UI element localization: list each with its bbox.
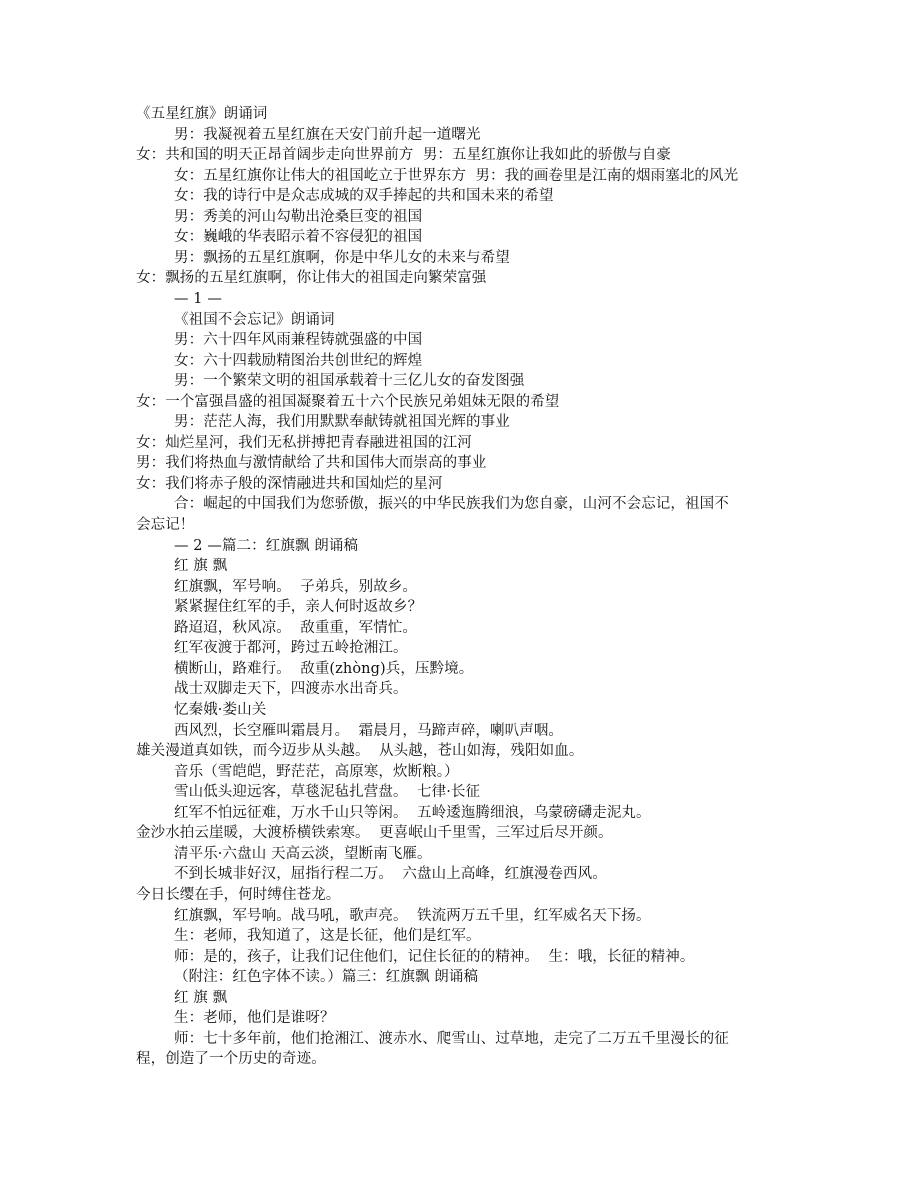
- text-line: 生：老师，我知道了，这是长征，他们是红军。: [174, 928, 481, 944]
- text-line: 师：七十多年前，他们抢湘江、渡赤水、爬雪山、过草地，走完了二万五千里漫长的征: [174, 1030, 729, 1047]
- text-line: 不到长城非好汉，屈指行程二万。 六盘山上高峰，红旗漫卷西风。: [174, 866, 607, 883]
- text-line: 路迢迢，秋风凉。 敌重重，军情忙。: [174, 619, 418, 636]
- text-line: 男：我们将热血与激情献给了共和国伟大而崇高的事业: [136, 455, 487, 472]
- text-line: 合：崛起的中国我们为您骄傲，振兴的中华民族我们为您自豪，山河不会忘记，祖国不: [174, 496, 729, 513]
- text-line: 男：我凝视着五星红旗在天安门前升起一道曙光: [174, 126, 481, 143]
- text-line: 紧紧握住红军的手，亲人何时返故乡？: [174, 599, 423, 616]
- text-line: 音乐（雪皑皑，野茫茫，高原寒，炊断粮。）: [174, 763, 459, 780]
- text-line: 红 旗 飘: [174, 989, 228, 1006]
- text-line: 女：我的诗行中是众志成城的双手捧起的共和国未来的希望: [174, 188, 554, 205]
- text-line: 男：秀美的河山勾勒出沧桑巨变的祖国: [174, 208, 423, 225]
- text-line: 会忘记！: [136, 517, 195, 533]
- text-line: 女：我们将赤子般的深情融进共和国灿烂的星河: [136, 475, 443, 492]
- text-line: 清平乐·六盘山 天高云淡，望断南飞雁。: [174, 845, 432, 862]
- text-line: 女：六十四载励精图治共创世纪的辉煌: [174, 352, 423, 369]
- text-line: 红军夜渡于都河，跨过五岭抢湘江。: [174, 640, 408, 657]
- text-line: 女：五星红旗你让伟大的祖国屹立于世界东方 男：我的画卷里是江南的烟雨塞北的风光: [174, 167, 739, 184]
- text-line: 《祖国不会忘记》朗诵词: [174, 311, 335, 328]
- text-line: 金沙水拍云崖暖，大渡桥横铁索寒。 更喜岷山千里雪，三军过后尽开颜。: [136, 825, 613, 842]
- text-line: 女：飘扬的五星红旗啊，你让伟大的祖国走向繁荣富强: [136, 270, 487, 287]
- text-line: 西风烈，长空雁叫霜晨月。 霜晨月，马蹄声碎，喇叭声咽。: [174, 722, 564, 739]
- text-line: 今日长缨在手，何时缚住苍龙。: [136, 886, 341, 903]
- text-line: 男：飘扬的五星红旗啊，你是中华儿女的未来与希望: [174, 249, 510, 266]
- text-line: （附注：红色字体不读。）篇三：红旗飘 朗诵稿: [174, 969, 479, 986]
- text-line: 红旗飘，军号响。 子弟兵，别故乡。: [174, 578, 418, 595]
- text-line: — 1 —: [174, 291, 222, 307]
- text-line: 战士双脚走天下，四渡赤水出奇兵。: [174, 681, 408, 698]
- text-line: 男：茫茫人海，我们用默默奉献铸就祖国光辉的事业: [174, 414, 510, 431]
- text-line: 红军不怕远征难，万水千山只等闲。 五岭逶迤腾细浪，乌蒙磅礴走泥丸。: [174, 804, 651, 821]
- text-line: 横断山，路难行。 敌重(zhòng)兵，压黔境。: [174, 660, 474, 677]
- text-line: 生：老师，他们是谁呀？: [174, 1010, 335, 1027]
- text-line: 女：巍峨的华表昭示着不容侵犯的祖国: [174, 229, 423, 246]
- text-line: 女：一个富强昌盛的祖国凝聚着五十六个民族兄弟姐妹无限的希望: [136, 393, 560, 410]
- text-line: — 2 —篇二：红旗飘 朗诵稿: [174, 537, 359, 554]
- text-line: 女：共和国的明天正昂首阔步走向世界前方 男：五星红旗你让我如此的骄傲与自豪: [136, 147, 672, 164]
- text-line: 男：六十四年风雨兼程铸就强盛的中国: [174, 332, 423, 349]
- text-line: 忆秦娥·娄山关: [174, 702, 267, 718]
- text-line: 男：一个繁荣文明的祖国承载着十三亿儿女的奋发图强: [174, 373, 525, 390]
- text-line: 红旗飘，军号响。战马吼，歌声亮。 铁流两万五千里，红军威名天下扬。: [174, 907, 651, 924]
- document-title: 《五星红旗》朗诵词: [136, 106, 268, 122]
- text-line: 雄关漫道真如铁，而今迈步从头越。 从头越，苍山如海，残阳如血。: [136, 743, 584, 760]
- text-line: 程，创造了一个历史的奇迹。: [136, 1051, 326, 1068]
- text-line: 师：是的，孩子，让我们记住他们，记住长征的的精神。 生：哦，长征的精神。: [174, 948, 695, 965]
- text-line: 女：灿烂星河，我们无私拼搏把青春融进祖国的江河: [136, 434, 472, 451]
- text-line: 雪山低头迎远客，草毯泥毡扎营盘。 七律·长征: [174, 784, 481, 801]
- text-line: 红 旗 飘: [174, 558, 228, 575]
